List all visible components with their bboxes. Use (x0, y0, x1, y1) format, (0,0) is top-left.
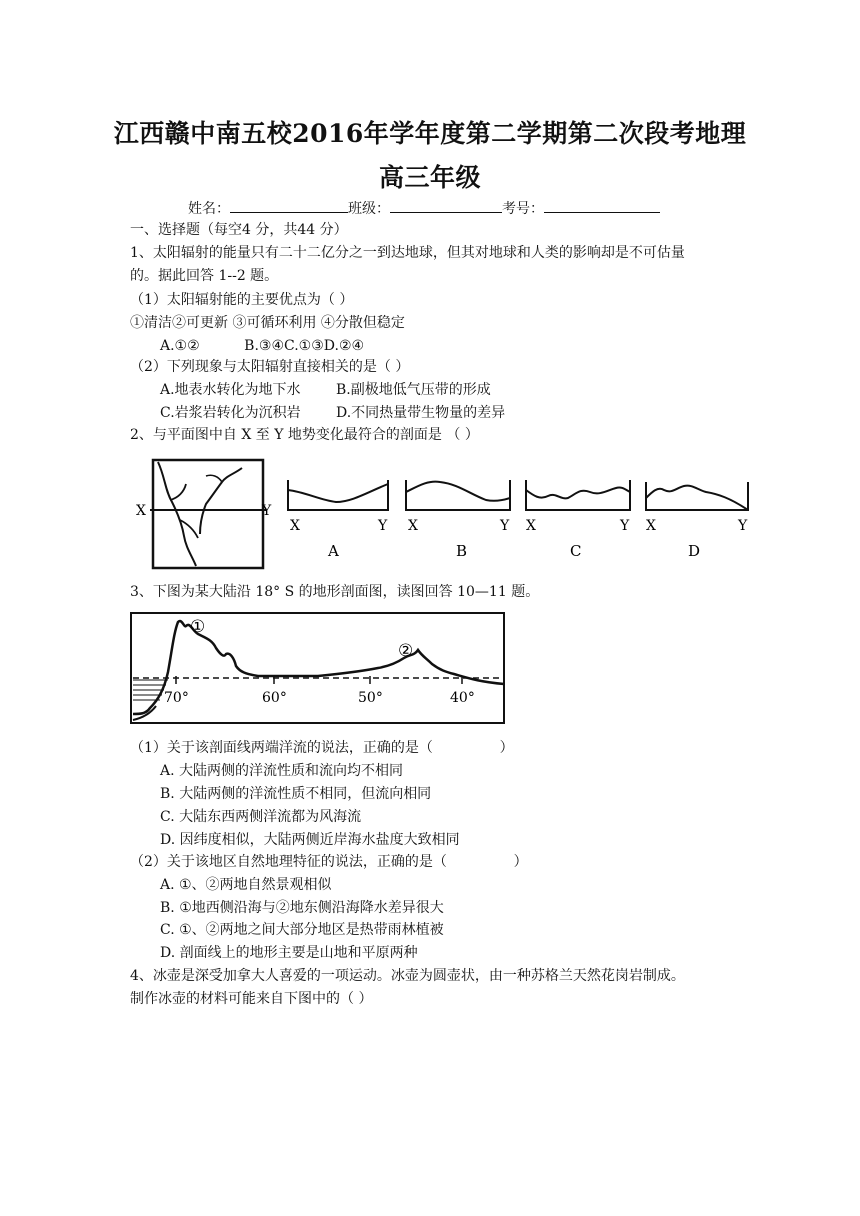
profile-d-x: X (646, 518, 656, 534)
profile-c-y: Y (620, 518, 630, 534)
q3-sub1-option-c: C. 大陆东西两侧洋流都为风海流 (160, 809, 362, 825)
map-x-label: X (136, 503, 146, 519)
q3-sub2-option-d: D. 剖面线上的地形主要是山地和平原两种 (160, 945, 418, 961)
q1-sub1-options: A.①② B.③④C.①③D.②④ (160, 338, 365, 354)
name-field[interactable] (230, 198, 348, 213)
q3-sub2: （2）关于该地区自然地理特征的说法，正确的是（ ） (130, 854, 528, 870)
plan-map (136, 460, 272, 568)
profile-b (406, 480, 510, 560)
q1-sub2: （2）下列现象与太阳辐射直接相关的是（ ） (130, 359, 410, 375)
q3-sub1-option-a: A. 大陆两侧的洋流性质和流向均不相同 (160, 763, 404, 779)
profile-a-x: X (290, 518, 300, 534)
profile-d (646, 482, 748, 560)
marker-2: ② (398, 641, 414, 661)
profile-c (526, 480, 630, 560)
profile-d-y: Y (738, 518, 748, 534)
q3-sub2-option-c: C. ①、②两地之间大部分地区是热带雨林植被 (160, 922, 444, 938)
map-y-label: Y (262, 503, 272, 519)
class-label: 班级： (348, 201, 390, 217)
profile-c-label: C (570, 542, 582, 560)
name-label: 姓名： (188, 201, 230, 217)
profile-a-label: A (328, 542, 339, 560)
q2-stem: 2、与平面图中自 X 至 Y 地势变化最符合的剖面是 （ ） (130, 427, 479, 443)
profile-a-y: Y (378, 518, 388, 534)
profile-b-y: Y (500, 518, 510, 534)
profile-a (288, 480, 388, 560)
profile-c-x: X (526, 518, 536, 534)
tick-70: 70° (164, 690, 189, 706)
page-subtitle: 高三年级 (378, 163, 481, 192)
q1-sub2-option-b: B.副极地低气压带的形成 (336, 382, 491, 398)
q3-sub1-option-b: B. 大陆两侧的洋流性质不相同，但流向相同 (160, 786, 432, 802)
q3-sub1-option-d: D. 因纬度相似，大陆两侧近岸海水盐度大致相同 (160, 832, 460, 848)
profile-d-label: D (688, 542, 701, 560)
profile-b-x: X (408, 518, 418, 534)
q1-sub1: （1）太阳辐射能的主要优点为（ ） (130, 292, 354, 308)
tick-60: 60° (262, 690, 287, 706)
exam-no-field[interactable] (544, 198, 660, 213)
marker-1: ① (190, 617, 206, 637)
q1-sub2-option-d: D.不同热量带生物量的差异 (336, 405, 506, 421)
section-heading: 一、选择题（每空4 分，共44 分） (130, 222, 348, 238)
exam-no-label: 考号： (502, 201, 544, 217)
q4-line1: 4、冰壶是深受加拿大人喜爱的一项运动。冰壶为圆壶状，由一种苏格兰天然花岗岩制成。 (130, 968, 685, 984)
q1-stem-line2: 的。据此回答 1--2 题。 (130, 268, 279, 284)
tick-50: 50° (358, 690, 383, 706)
terrain-profile-figure (128, 610, 518, 726)
q1-sub2-option-a: A.地表水转化为地下水 (160, 382, 301, 398)
profile-b-label: B (456, 542, 468, 560)
q3-sub2-option-b: B. ①地西侧沿海与②地东侧沿海降水差异很大 (160, 900, 444, 916)
q4-line2: 制作冰壶的材料可能来自下图中的（ ） (130, 991, 373, 1007)
page-title: 江西赣中南五校2016年学年度第二学期第二次段考地理 (113, 119, 747, 148)
student-info-row (188, 198, 660, 219)
q1-sub1-items: ①清洁②可更新 ③可循环利用 ④分散但稳定 (130, 315, 405, 331)
q1-stem-line1: 1、太阳辐射的能量只有二十二亿分之一到达地球，但其对地球和人类的影响却是不可估量 (130, 245, 685, 261)
q3-sub1: （1）关于该剖面线两端洋流的说法，正确的是（ ） (130, 740, 514, 756)
tick-40: 40° (450, 690, 475, 706)
class-field[interactable] (390, 198, 502, 213)
q3-sub2-option-a: A. ①、②两地自然景观相似 (160, 877, 332, 893)
q3-stem: 3、下图为某大陆沿 18° S 的地形剖面图，读图回答 10—11 题。 (130, 584, 540, 600)
q2-figure (0, 452, 860, 572)
q1-sub2-option-c: C.岩浆岩转化为沉积岩 (160, 405, 301, 421)
